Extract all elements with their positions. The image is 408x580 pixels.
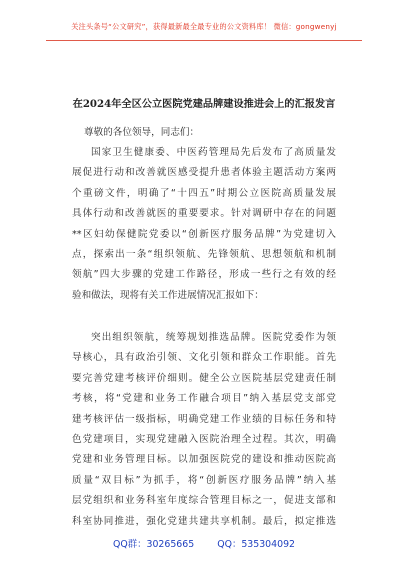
paragraph-line: 国家卫生健康委、中医药管理局先后发布了高质量发	[91, 147, 336, 158]
paragraph-line: 突出组织领航，统筹规划推选品牌。医院党委作为领	[91, 332, 336, 343]
header-promo-note: 关注头条号“公文研究”，获得最新最全最专业的公文资料库！ 微信：gongwenyj	[71, 22, 337, 31]
paragraph-line: 点，探索出一条“组织领航、先锋领航、思想领航和机制	[72, 248, 336, 260]
paragraph-line: 领航”四大步骤的党建工作路径，形成一些行之有效的经	[72, 269, 336, 281]
paragraph-line: 科室协同推进，强化党建共建共享机制。最后，拟定推选	[72, 515, 336, 527]
paragraph-line: 质量“双目标”为抓手，将“创新医疗服务品牌”纳入基	[72, 474, 336, 486]
paragraph-line: 导核心，具有政治引领、文化引领和群众工作职能。首先	[72, 352, 336, 364]
salutation: 尊敬的各位领导，同志们：	[84, 127, 200, 138]
paragraph-line: **区妇幼保健院党委以“创新医疗服务品牌”为党建切入	[72, 228, 336, 240]
paragraph-line: 要完善党建考核评价细则。健全公立医院基层党建责任制	[72, 372, 336, 384]
header-divider	[46, 40, 362, 41]
paragraph-line: 展促进行动和改善就医感受提升患者体验主题活动方案两	[72, 167, 336, 179]
paragraph-line: 层党组织和业务科室年度综合管理目标之一，促进支部和	[72, 495, 336, 507]
paragraph-line: 考核，将“党建和业务工作融合项目”纳入基层党支部党	[72, 393, 336, 405]
paragraph-line: 个重磅文件，明确了“十四五”时期公立医院高质量发展	[72, 187, 336, 199]
paragraph-line: 验和做法，现将有关工作进展情况汇报如下：	[72, 289, 264, 301]
paragraph-2	[72, 328, 336, 532]
paragraph-line: 具体行动和改善就医的重要要求。针对调研中存在的问题	[72, 208, 336, 220]
footer-contact	[0, 536, 408, 550]
paragraph-1	[72, 143, 336, 306]
footer-qq: QQ：535304092	[217, 539, 296, 550]
paragraph-line: 色党建项目，实现党建融入医院治理全过程。其次，明确	[72, 433, 336, 445]
document-title: 在2024年全区公立医院党建品牌建设推进会上的汇报发言	[72, 98, 336, 110]
footer-qq-group: QQ群：30265665	[112, 539, 195, 550]
paragraph-line: 建考核评估一级指标，明确党建工作业绩的目标任务和特	[72, 413, 336, 425]
paragraph-line: 党建和业务管理目标。以加强医院党的建设和推动医院高	[72, 454, 336, 466]
